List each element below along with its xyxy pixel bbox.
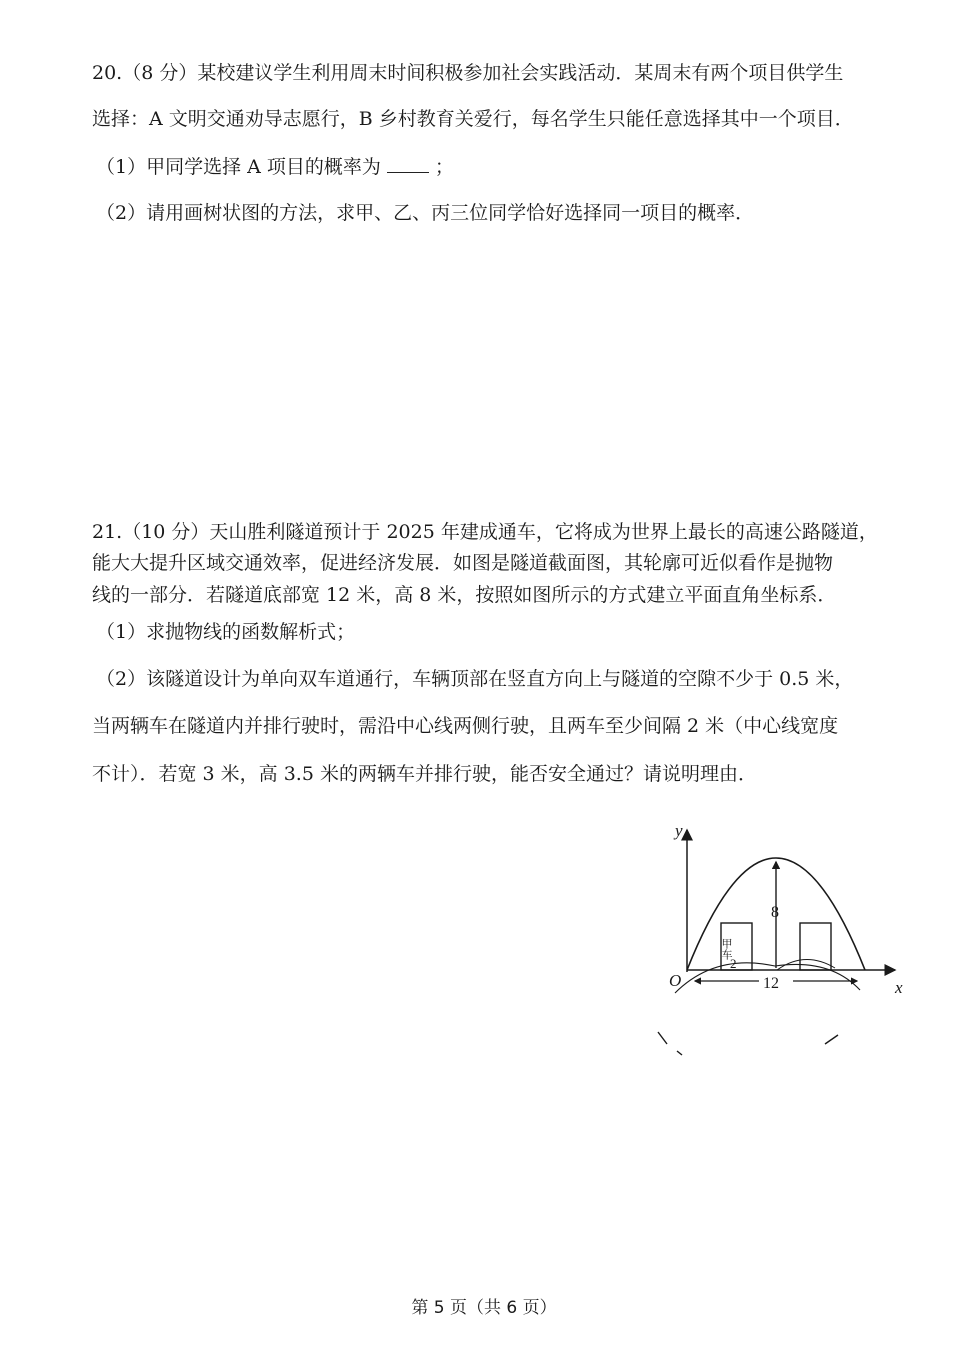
car-b <box>800 923 831 970</box>
q21-line-3: 线的一部分．若隧道底部宽 12 米，高 8 米，按照如图所示的方式建立平面直角坐标系． <box>92 584 837 606</box>
scribble-mark-right <box>825 1035 838 1044</box>
page-footer: 第 5 页（共 6 页） <box>411 1298 557 1318</box>
y-axis-label: y <box>675 821 683 840</box>
q20-part-1-text: （1）甲同学选择 A 项目的概率为 <box>96 156 381 178</box>
scribble-mark-left-2 <box>677 1051 682 1055</box>
q20-part-1 <box>96 154 908 179</box>
x-axis-label: x <box>895 978 903 997</box>
car-a-label: 甲车 <box>720 938 732 960</box>
q20-part-2: （2）请用画树状图的方法，求甲、乙、丙三位同学恰好选择同一项目的概率． <box>96 202 755 224</box>
q21-part-2-line-2: 当两辆车在隧道内并排行驶时，需沿中心线两侧行驶，且两车至少间隔 2 米（中心线宽度 <box>92 715 839 737</box>
origin-label: O <box>669 971 682 990</box>
q20-part-1-end: ； <box>434 156 454 178</box>
q21-line-2: 能大大提升区域交通效率，促进经济发展．如图是隧道截面图，其轮廓可近似看作是抛物 <box>92 552 834 574</box>
scribble-mark-left <box>658 1032 667 1044</box>
height-label: 8 <box>771 904 779 921</box>
q21-part-2-line-3: 不计）．若宽 3 米，高 3.5 米的两辆车并排行驶，能否安全通过？请说明理由． <box>92 763 757 785</box>
q20-line-2: 选择：A 文明交通劝导志愿行，B 乡村教育关爱行，每名学生只能任意选择其中一个项目． <box>92 108 854 130</box>
q21-part-1: （1）求抛物线的函数解析式； <box>96 621 356 643</box>
q21-part-2-line-1: （2）该隧道设计为单向双车道通行，车辆顶部在竖直方向上与隧道的空隙不少于 0.5 米， <box>96 668 854 690</box>
width-label: 12 <box>763 975 779 992</box>
gap-label: 2 <box>730 956 737 971</box>
q20-line-1: 20.（8 分）某校建议学生利用周末时间积极参加社会实践活动．某周末有两个项目供学生 <box>92 62 844 84</box>
answer-blank <box>387 154 429 173</box>
q21-line-1: 21.（10 分）天山胜利隧道预计于 2025 年建成通车，它将成为世界上最长的高速公路隧道， <box>92 521 878 543</box>
tunnel-diagram <box>655 818 915 1063</box>
